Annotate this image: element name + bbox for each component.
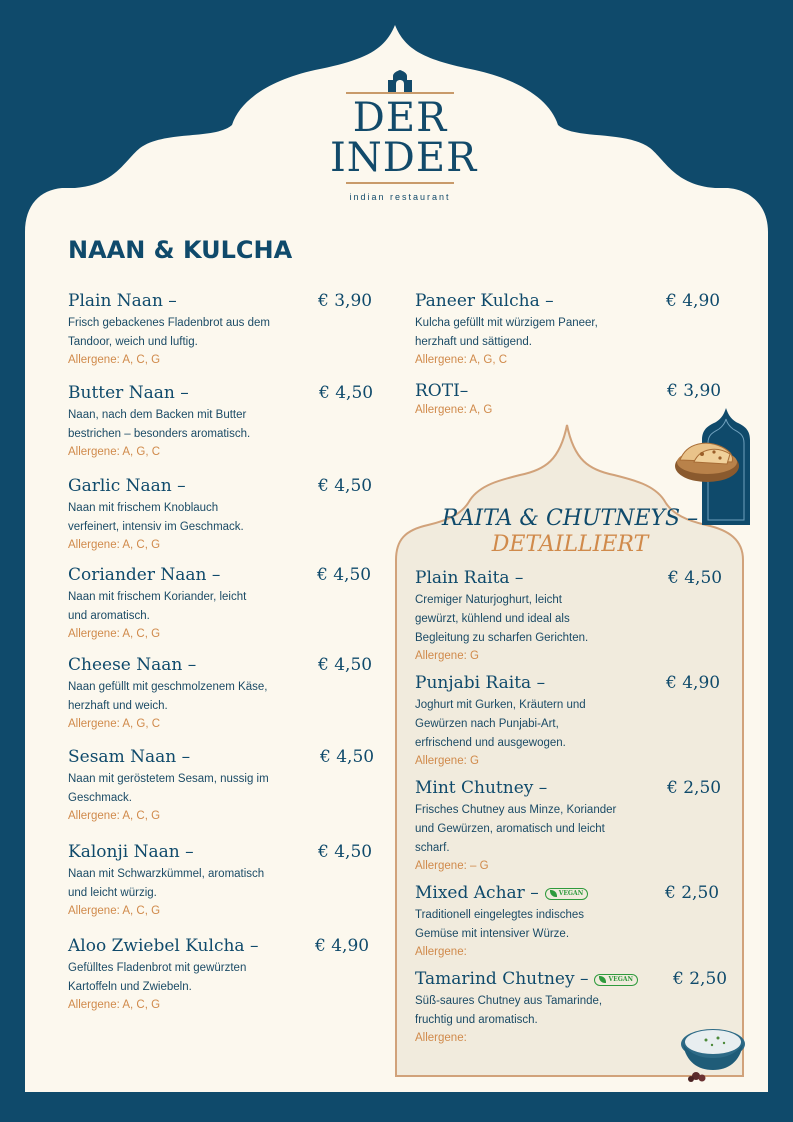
item-description-line: Süß-saures Chutney aus Tamarinde, <box>415 995 603 1007</box>
vegan-badge <box>545 888 589 900</box>
item-description <box>68 499 244 537</box>
item-description-line: herzhaft und sättigend. <box>415 336 532 348</box>
item-description <box>68 959 258 997</box>
item-name <box>68 746 269 768</box>
vegan-badge <box>594 974 638 986</box>
item-name-text: Cheese Naan – <box>68 655 197 675</box>
menu-item <box>68 654 373 733</box>
item-name <box>415 290 598 312</box>
item-name <box>68 564 246 586</box>
menu-item <box>68 841 373 920</box>
item-name-text: Coriander Naan – <box>68 565 221 585</box>
item-description-line: Gewürzen nach Punjabi-Art, <box>415 718 559 730</box>
item-allergens: Allergene: A, C, G <box>68 539 161 551</box>
item-name-text: Paneer Kulcha – <box>415 291 554 311</box>
menu-item <box>415 380 722 419</box>
item-description-line: Naan gefüllt mit geschmolzenem Käse, <box>68 681 268 693</box>
item-description-line: Naan, nach dem Backen mit Butter <box>68 409 247 421</box>
item-description-line: Joghurt mit Gurken, Kräutern und <box>415 699 586 711</box>
item-name-text: Plain Naan – <box>68 291 177 311</box>
item-description-line: fruchtig und aromatisch. <box>415 1014 538 1026</box>
item-name <box>415 882 588 904</box>
item-name-text: Garlic Naan – <box>68 476 186 496</box>
item-description <box>415 906 588 944</box>
item-description <box>415 801 616 858</box>
item-allergens: Allergene: G <box>415 650 479 662</box>
item-price: € 4,90 <box>315 936 370 956</box>
section-title: NAAN & KULCHA <box>68 236 293 264</box>
item-allergens: Allergene: – G <box>415 860 489 872</box>
item-description-line: Kartoffeln und Zwiebeln. <box>68 981 192 993</box>
item-name <box>68 841 264 863</box>
menu-item <box>68 290 373 369</box>
item-name-text: Mint Chutney – <box>415 778 548 798</box>
item-description <box>415 696 586 753</box>
item-price: € 4,90 <box>666 673 721 693</box>
item-description-line: Geschmack. <box>68 792 132 804</box>
item-description-line: Gefülltes Fladenbrot mit gewürzten <box>68 962 247 974</box>
leaf-icon <box>550 890 557 897</box>
item-name-text: Aloo Zwiebel Kulcha – <box>68 936 259 956</box>
menu-item <box>415 290 721 369</box>
item-price: € 4,50 <box>317 565 372 585</box>
item-allergens: Allergene: A, C, G <box>68 905 161 917</box>
bread-basket-illustration <box>672 432 742 487</box>
raita-bowl-illustration <box>678 1014 750 1086</box>
item-description-line: Kulcha gefüllt mit würzigem Paneer, <box>415 317 598 329</box>
item-description-line: scharf. <box>415 842 450 854</box>
item-allergens: Allergene: A, G <box>415 404 493 416</box>
item-description-line: und Gewürzen, aromatisch und leicht <box>415 823 605 835</box>
gate-icon <box>385 70 415 92</box>
item-description-line: und aromatisch. <box>68 610 150 622</box>
item-name <box>68 935 258 957</box>
item-allergens: Allergene: <box>415 1032 467 1044</box>
item-allergens: Allergene: <box>415 946 467 958</box>
item-name-text: Butter Naan – <box>68 383 189 403</box>
item-name-text: Plain Raita – <box>415 568 524 588</box>
item-name <box>68 475 244 497</box>
item-description <box>415 992 638 1030</box>
item-allergens: Allergene: A, G, C <box>68 718 161 730</box>
brand-line-1: DER <box>352 95 448 141</box>
menu-item <box>68 564 372 643</box>
menu-item <box>415 672 721 770</box>
item-description <box>68 865 264 903</box>
item-name-text: ROTI– <box>415 381 469 401</box>
item-description-line: erfrischend und ausgewogen. <box>415 737 566 749</box>
item-price: € 2,50 <box>667 778 722 798</box>
item-name-text: Sesam Naan – <box>68 747 191 767</box>
item-allergens: Allergene: A, C, G <box>68 810 161 822</box>
item-name <box>68 382 250 404</box>
item-description <box>68 678 267 716</box>
menu-item <box>415 567 723 665</box>
item-price: € 3,90 <box>667 381 722 401</box>
item-name <box>68 290 270 312</box>
item-name <box>415 968 638 990</box>
menu-item <box>415 777 722 875</box>
item-allergens: Allergene: A, G, C <box>68 446 161 458</box>
item-name-text: Punjabi Raita – <box>415 673 546 693</box>
item-description <box>68 314 270 352</box>
menu-item <box>415 968 728 1047</box>
item-name <box>68 654 267 676</box>
item-allergens: Allergene: A, C, G <box>68 354 161 366</box>
item-description-line: bestrichen – besonders aromatisch. <box>68 428 251 440</box>
item-description-line: Naan mit frischem Koriander, leicht <box>68 591 247 603</box>
leaf-icon <box>599 976 606 983</box>
item-allergens: Allergene: A, G, C <box>415 354 508 366</box>
item-description <box>415 591 588 648</box>
item-description-line: Traditionell eingelegtes indisches <box>415 909 584 921</box>
item-allergens: Allergene: A, C, G <box>68 999 161 1011</box>
raita-title-line-2: DETAILLIERT <box>491 532 649 557</box>
item-name <box>415 380 492 402</box>
item-description-line: Naan mit geröstetem Sesam, nussig im <box>68 773 269 785</box>
item-name <box>415 777 616 799</box>
item-price: € 4,50 <box>319 383 374 403</box>
item-price: € 4,50 <box>318 842 373 862</box>
item-description <box>68 588 246 626</box>
item-name <box>415 567 588 589</box>
item-price: € 4,50 <box>318 476 373 496</box>
item-price: € 4,90 <box>666 291 721 311</box>
item-allergens: Allergene: A, C, G <box>68 628 161 640</box>
menu-item <box>415 882 720 961</box>
item-price: € 2,50 <box>673 969 728 989</box>
restaurant-logo <box>330 70 478 202</box>
menu-item <box>68 475 373 554</box>
item-description-line: Frisches Chutney aus Minze, Koriander <box>415 804 617 816</box>
vegan-label: VEGAN <box>608 975 633 983</box>
item-description-line: herzhaft und weich. <box>68 700 168 712</box>
item-description-line: Begleitung zu scharfen Gerichten. <box>415 632 589 644</box>
brand-tagline: indian restaurant <box>349 192 451 202</box>
item-price: € 4,50 <box>320 747 375 767</box>
item-allergens: Allergene: G <box>415 755 479 767</box>
item-price: € 2,50 <box>665 883 720 903</box>
item-description-line: Naan mit Schwarzkümmel, aromatisch <box>68 868 265 880</box>
item-description-line: Cremiger Naturjoghurt, leicht <box>415 594 563 606</box>
item-name <box>415 672 586 694</box>
brand-line-2: INDER <box>330 135 478 181</box>
item-description-line: Gemüse mit intensiver Würze. <box>415 928 570 940</box>
raita-section-title <box>400 506 740 558</box>
raita-title-line-1: RAITA & CHUTNEYS – <box>441 506 699 531</box>
menu-item <box>68 935 370 1014</box>
menu-item <box>68 746 375 825</box>
item-price: € 4,50 <box>318 655 373 675</box>
item-description-line: verfeinert, intensiv im Geschmack. <box>68 521 244 533</box>
item-description-line: und leicht würzig. <box>68 887 157 899</box>
item-description-line: Tandoor, weich und luftig. <box>68 336 198 348</box>
item-description <box>415 314 598 352</box>
item-price: € 4,50 <box>668 568 723 588</box>
item-name-text: Mixed Achar – <box>415 883 539 903</box>
item-name-text: Kalonji Naan – <box>68 842 194 862</box>
menu-item <box>68 382 374 461</box>
item-price: € 3,90 <box>318 291 373 311</box>
item-description-line: Frisch gebackenes Fladenbrot aus dem <box>68 317 270 329</box>
item-description-line: Naan mit frischem Knoblauch <box>68 502 219 514</box>
item-description <box>68 770 269 808</box>
item-description <box>68 406 250 444</box>
item-name-text: Tamarind Chutney – <box>415 969 589 989</box>
item-description-line: gewürzt, kühlend und ideal als <box>415 613 570 625</box>
vegan-label: VEGAN <box>558 889 584 897</box>
